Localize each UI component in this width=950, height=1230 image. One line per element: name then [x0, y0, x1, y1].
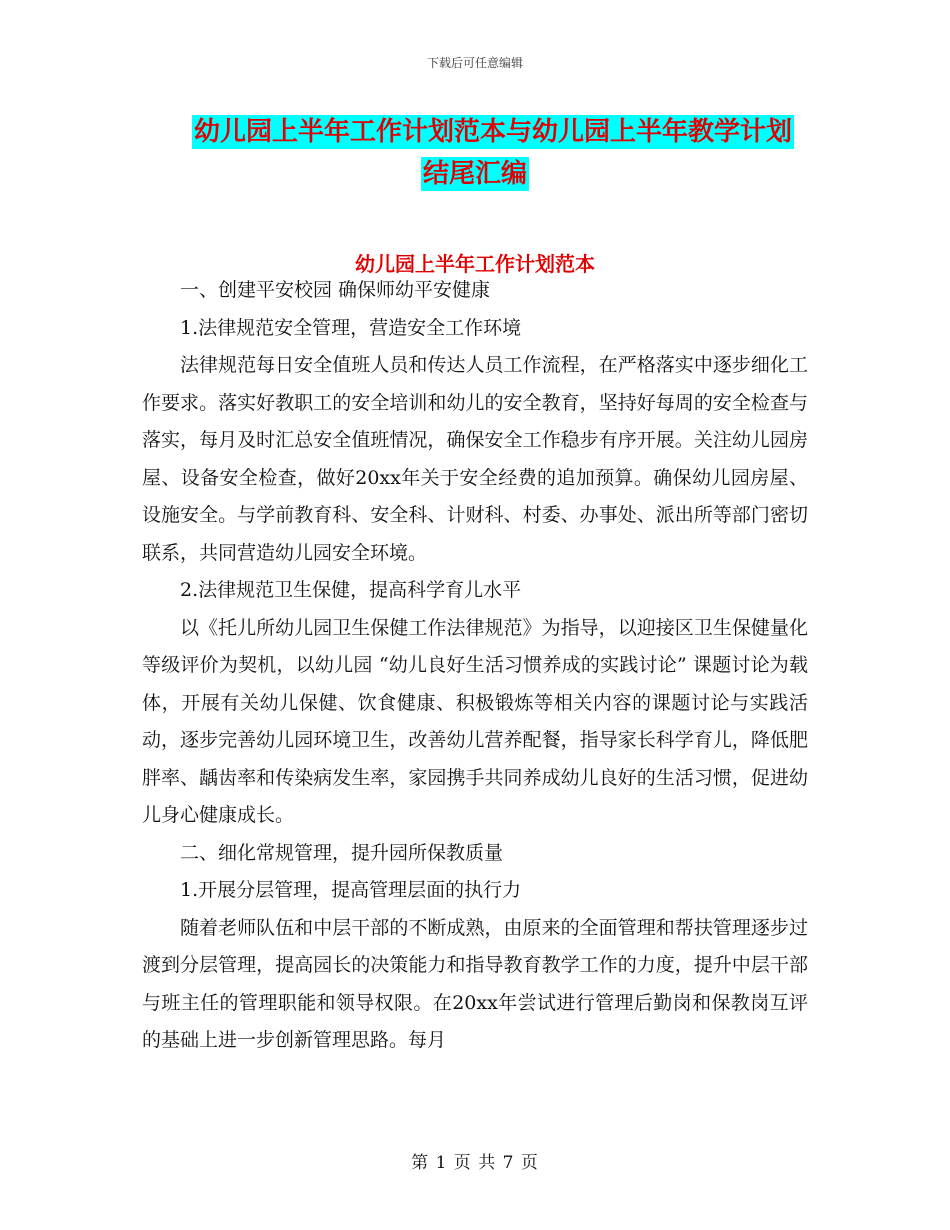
- paragraph-1-2: 以《托儿所幼儿园卫生保健工作法律规范》为指导，以迎接区卫生保健量化等级评价为契机，以幼儿园 “幼儿良好生活习惯养成的实践讨论” 课题讨论为载体，开展有关幼儿保健、饮食健康、积极锻炼等相关内容的课题讨论与实践活动，逐步完善幼儿园环境卫生，改善幼儿营养配餐，指导家长科学育儿，降低肥胖率、龋齿率和传染病发生率，家园携手共同养成幼儿良好的生活习惯，促进幼儿身心健康成长。: [142, 616, 808, 826]
- document-title-line2: 结尾汇编: [422, 159, 527, 189]
- page-header-note: 下载后可任意编辑: [426, 56, 523, 70]
- subheading-1-2: 2.法律规范卫生保健，提高科学育儿水平: [180, 579, 522, 601]
- section-title: 幼儿园上半年工作计划范本: [355, 252, 595, 276]
- heading-1: 一、创建平安校园 确保师幼平安健康: [180, 279, 491, 301]
- document-body: [142, 272, 808, 1060]
- page-footer: 第 1 页 共 7 页: [411, 1153, 539, 1173]
- paragraph-2-1: 随着老师队伍和中层干部的不断成熟，由原来的全面管理和帮扶管理逐步过渡到分层管理，提高园长的决策能力和指导教育教学工作的力度，提升中层干部与班主任的管理职能和领导权限。在20xx年尝试进行管理后勤岗和保教岗互评的基础上进一步创新管理思路。每月: [142, 916, 808, 1051]
- subheading-2-1: 1.开展分层管理，提高管理层面的执行力: [180, 879, 522, 901]
- document-title-line1: 幼儿园上半年工作计划范本与幼儿园上半年教学计划: [194, 117, 793, 147]
- subheading-1-1: 1.法律规范安全管理，营造安全工作环境: [180, 316, 522, 339]
- heading-2: 二、细化常规管理，提升园所保教质量: [180, 841, 504, 864]
- paragraph-1-1: 法律规范每日安全值班人员和传达人员工作流程，在严格落实中逐步细化工作要求。落实好教职工的安全培训和幼儿的安全教育，坚持好每周的安全检查与落实，每月及时汇总安全值班情况，确保安全工作稳步有序开展。关注幼儿园房屋、设备安全检查，做好20xx年关于安全经费的追加预算。确保幼儿园房屋、设施安全。与学前教育科、安全科、计财科、村委、办事处、派出所等部门密切联系，共同营造幼儿园安全环境。: [142, 354, 808, 564]
